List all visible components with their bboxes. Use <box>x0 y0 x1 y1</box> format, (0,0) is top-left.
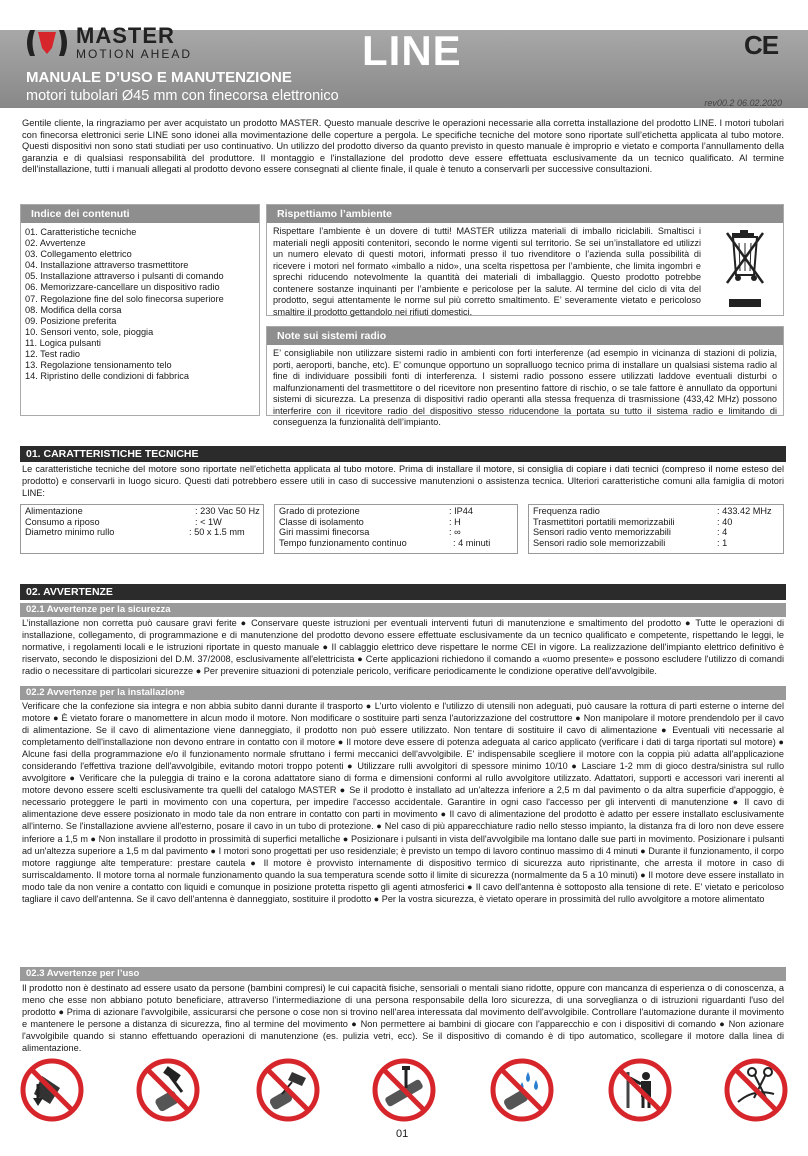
spec-value: : 4 minuti <box>453 537 491 548</box>
spec-label: Consumo a riposo <box>25 516 100 527</box>
toc-item[interactable]: 07. Regolazione fine del solo finecorsa superiore <box>25 293 224 304</box>
spec-label: Trasmettitori portatili memorizzabili <box>533 516 675 527</box>
toc-item[interactable]: 10. Sensori vento, sole, pioggia <box>25 326 154 337</box>
toc-item[interactable]: 04. Installazione attraverso trasmettitore <box>25 260 189 271</box>
toc-item[interactable]: 03. Collegamento elettrico <box>25 249 132 260</box>
weee-bin-icon <box>723 229 767 313</box>
spec-value: : 433.42 MHz <box>717 506 772 516</box>
section-02-2-heading: 02.2 Avvertenze per la installazione <box>20 686 786 700</box>
no-liquids-icon <box>490 1058 554 1122</box>
intro-text: Gentile cliente, la ringraziamo per aver acquistato un prodotto MASTER. Questo manuale descrive le operazioni necessarie alla corretta installazione del prodotto LINE. I motori tubolari con finecorsa elettronici serie LINE sono idonei alla movimentazione delle coperture a pergola. Le specifiche tecniche del motore sono riportate sull’etichetta applicata al tubo motore. Questi dispositivi non sono stati studiati per uso continuativo. Un utilizzo del prodotto diverso da quanto previsto in questo manuale è improprio e vietato e comporta l’annullamento della garanzia e di qualsiasi responsabilità del produttore. Il montaggio e l'installazione del prodotto deve essere effettuata esclusivamente da un tecnico qualificato. Al termine dell'installazione, tutti i manuali allegati al prodotto devono essere consegnati al cliente finale, il quale è tenuto a conservarli per successive consultazioni. <box>22 118 784 175</box>
spec-label: Sensori radio vento memorizzabili <box>533 527 671 538</box>
prohibition-pictograms <box>20 1058 790 1122</box>
spec-row <box>25 527 259 538</box>
spec-row <box>279 538 513 549</box>
toc-item[interactable]: 01. Caratteristiche tecniche <box>25 227 137 237</box>
section-01-text: Le caratteristiche tecniche del motore sono riportate nell'etichetta applicata al tubo motore. Prima di installare il motore, si consiglia di copiare i dati tecnici (compreso il nome esteso del prodotto) e conservarli in luogo sicuro. Questi dati potrebbero essere utili in caso di successive manutenzioni o assistenza tecnica. Ulteriori caratteristiche comuni alla famiglia di motori LINE: <box>22 464 784 498</box>
spec-value: : H <box>449 516 461 527</box>
spec-row <box>25 506 259 517</box>
spec-value: : < 1W <box>195 516 222 527</box>
no-screwing-icon <box>372 1058 436 1122</box>
section-02-3-text: Il prodotto non è destinato ad essere usato da persone (bambini compresi) le cui capacità fisiche, sensoriali o mentali siano ridotte, oppure con mancanza di esperienza o di conoscenza, a meno che esse non abbiano potuto beneficiare, attraverso l’intermediazione di una persona responsabile della loro sicurezza, di una sorveglianza o di istruzioni riguardanti l'uso del prodotto ● Prima di azionare l'avvolgibile, assicurarsi che persone o cose non si trovino nell'area interessata dal movimento dell'avvolgibile. Controllare l'automazione durante il movimento e mantenere le persone a distanza di sicurezza, fino al termine del movimento ● Non permettere ai bambini di giocare con l'apparecchio e con i dispositivi di comando ● Non azionare l'avvolgibile quando si stanno effettuando operazioni di manutenzione (es. pulizia vetri, ecc). Se il dispositivo di comando è di tipo automatico, scollegare il motore dalla linea di alimentazione. <box>22 983 784 1054</box>
no-hanging-icon <box>608 1058 672 1122</box>
environment-box <box>266 204 784 316</box>
spec-label: Giri massimi finecorsa <box>279 527 370 538</box>
toc-item[interactable]: 09. Posizione preferita <box>25 315 117 326</box>
spec-row <box>279 517 513 528</box>
section-01-heading: 01. CARATTERISTICHE TECNICHE <box>20 446 786 462</box>
spec-row <box>279 506 513 517</box>
master-logo-icon <box>24 28 70 58</box>
toc-item[interactable]: 05. Installazione attraverso i pulsanti di comando <box>25 271 224 282</box>
spec-row <box>25 517 259 528</box>
radio-notes-box <box>266 326 784 427</box>
revision: rev00.2 06.02.2020 <box>704 98 782 108</box>
brand-name: MASTER <box>76 23 175 48</box>
spec-row <box>533 538 779 549</box>
spec-label: Sensori radio sole memorizzabili <box>533 537 666 548</box>
header <box>0 0 808 108</box>
spec-value: : 40 <box>717 516 733 527</box>
spec-value: : IP44 <box>449 506 474 516</box>
environment-heading: Rispettiamo l’ambiente <box>267 205 783 223</box>
logo <box>24 25 192 60</box>
table-of-contents <box>20 204 260 416</box>
section-02-1-heading: 02.1 Avvertenze per la sicurezza <box>20 603 786 617</box>
toc-item[interactable]: 06. Memorizzare-cancellare un dispositivo radio <box>25 282 220 293</box>
product-title: LINE <box>362 27 462 74</box>
spec-label: Diametro minimo rullo <box>25 527 115 538</box>
spec-box-radio <box>528 504 784 554</box>
manual-subtitle: motori tubolari Ø45 mm con finecorsa elettronico <box>26 88 339 104</box>
spec-value: : ∞ <box>449 527 461 538</box>
no-drilling-icon <box>256 1058 320 1122</box>
brand-tagline: MOTION AHEAD <box>76 47 193 61</box>
spec-label: Tempo funzionamento continuo <box>279 537 407 548</box>
manual-title: MANUALE D’USO E MANUTENZIONE <box>26 69 292 86</box>
spec-value: : 4 <box>717 527 728 538</box>
spec-label: Grado di protezione <box>279 506 360 516</box>
no-cutting-cable-icon <box>724 1058 788 1122</box>
spec-value: : 50 x 1.5 mm <box>189 527 245 538</box>
spec-label: Frequenza radio <box>533 506 600 516</box>
no-hammering-icon <box>136 1058 200 1122</box>
spec-label: Classe di isolamento <box>279 516 364 527</box>
toc-item[interactable]: 08. Modifica della corsa <box>25 304 122 315</box>
spec-box-protection <box>274 504 518 554</box>
spec-box-power <box>20 504 264 554</box>
toc-item[interactable]: 12. Test radio <box>25 349 80 360</box>
spec-row <box>279 527 513 538</box>
spec-row <box>533 527 779 538</box>
section-02-heading: 02. AVVERTENZE <box>20 584 786 600</box>
toc-heading: Indice dei contenuti <box>21 205 259 223</box>
ce-mark: CE <box>744 30 779 60</box>
section-02-2-text: Verificare che la confezione sia integra e non abbia subito danni durante il trasporto ● L'urto violento e l'utilizzo di utensili non adeguati, può causare la rottura di parti esterne o interne del motore ● È vietato forare o manomettere in alcun modo il motore. Non modificare o sostituire parti senza l'autorizzazione del costruttore ● Non manipolare il motore prendendolo per il cavo di alimentazione. Se il cavo di alimentazione viene danneggiato, il prodotto non può essere utilizzato. Non tentare di sostituire il cavo di alimentazione ● Eventuali viti necessarie al completamento dell'installazione non devono entrare in contatto con il motore ● Il motore deve essere di potenza adeguata al carico applicato (verificare i dati di targa riportati sul motore) ● Alcune fasi della programmazione e/o il funzionamento normale sfruttano i fermi meccanici dell'avvolgibile. E' indispensabile scegliere il motore con la coppia più adatta all'applicazione considerando l'effettiva trazione dell'avvolgibile, evitando motori troppo potenti ● Utilizzare rulli avvolgitori di spessore minimo 10/10 ● Lasciare 1-2 mm di gioco destra/sinistra sul rullo avvolgitore ● Verificare che la puleggia di traino e la corona adattatore siano di forma e dimensioni conformi al rullo avvolgitore utilizzato. Adattatori, supporti e accessori vari inerenti al motore devono essere scelti esclusivamente tra quelli del catalogo MASTER ● Se il prodotto è installato ad un'altezza inferiore a 2,5 m dal pavimento o da altra superficie d'appoggio, è necessario proteggere le parti in movimento con una copertura, per impedire l'accesso accidentale. Garantire in ogni caso l'accesso per gli interventi di manutenzione ● Il cavo di alimentazione deve essere posizionato in modo tale da non entrare in contatto con parti in movimento ● Il cavo di alimentazione del prodotto è adatto per essere installato esclusivamente all'interno. Se l'installazione avviene all'esterno, posare il cavo in un tubo di protezione. ● Nel caso di più apparecchiature radio nello stesso impianto, la distanza fra di loro non deve essere inferiore a 1,5 m ● Non installare il prodotto in prossimità di superfici metalliche ● Posizionare i pulsanti in vista dell'avvolgibile ma lontano dalle sue parti in movimento. Posizionare i pulsanti ad un'altezza superiore a 1,5 m dal pavimento ● I motori sono progettati per uso residenziale; è previsto un tempo di lavoro continuo massimo di 4 minuti ● Durante il funzionamento, il corpo motore raggiunge alte temperature: prestare cautela ● Il motore è provvisto internamente di dispositivo termico di sicurezza auto ripristinante, che arresta il motore in caso di surriscaldamento. Il motore torna al normale funzionamento quando la sua temperatura scende sotto il limite di sicurezza (normalmente da 5 a 10 minuti) ● Il motore deve essere installato in modo tale da non venire a contatto con liquidi e comunque in posizione protetta rispetto gli agenti atmosferici ● Il cavo dell'antenna è sottoposto alla tensione di rete. E' vietato e pericoloso tagliare il cavo dell'antenna. Se il cavo dell'antenna è danneggiato, sostituire il prodotto ● Per la vostra sicurezza, è vietato operare in prossimità del rullo avvolgitore a motore alimentato <box>22 701 784 904</box>
toc-item[interactable]: 11. Logica pulsanti <box>25 337 101 348</box>
page-number: 01 <box>396 1128 409 1140</box>
spec-row <box>533 517 779 528</box>
toc-item[interactable]: 02. Avvertenze <box>25 238 86 249</box>
environment-text: Rispettare l’ambiente è un dovere di tutti! MASTER utilizza materiali di imballo riciclabili. Smaltisci i materiali negli appositi contenitori, secondo le norme vigenti sul territorio. Se sei un’installatore ed utilizzi un numero elevato di questi motori, informati presso il tuo rivenditore o l’azienda sulla possibilità di ricevere i motori nel formato «imballo a nido», una scelta rispettosa per l’ambiente, che limita ingombri e sprechi riducendo notevolmente la quantità dei materiali di imballaggio. Questo prodotto potrebbe contenere sostanze inquinanti per l’ambiente e pericolose per la salute. Al termine del ciclo di vita del prodotto, segui attentamente le norme sul più corretto smaltimento. E’ severamente vietato e pericoloso smaltire il prodotto gettandolo nei rifiuti domestici. <box>273 226 701 317</box>
toc-item[interactable]: 14. Ripristino delle condizioni di fabbrica <box>25 371 189 382</box>
section-02-1-text: L’installazione non corretta può causare gravi ferite ● Conservare queste istruzioni per eventuali interventi futuri di manutenzione e smaltimento del prodotto ● Tutte le operazioni di installazione, collegamento, di programmazione e di manutenzione del prodotto devono essere effettuate esclusivamente da un tecnico qualificato e competente, rispettando le leggi, le normative, i regolamenti locali e le istruzioni riportate in questo manuale ● Il cablaggio elettrico deve rispettare le norme CEI in vigore. La realizzazione dell'impianto elettrico definitivo è riservato, secondo le disposizioni del D.M. 37/2008, esclusivamente all'elettricista ● Certe applicazioni richiedono il comando a «uomo presente» e possono escludere l'utilizzo di comandi radio o necessitare di particolari sicurezze ● Per prevenire situazioni di potenziale pericolo, verificare periodicamente le condizione operative dell'avvolgibile. <box>22 618 784 677</box>
spec-value: : 1 <box>717 537 728 548</box>
no-dropping-icon <box>20 1058 84 1122</box>
radio-notes-text: E’ consigliabile non utilizzare sistemi radio in ambienti con forti interferenze (ad esempio in vicinanza di stazioni di polizia, porti, aeroporti, banche, etc). E’ comunque opportuno un sopralluogo tecnico prima di installare un qualsiasi sistema radio al fine di individuare possibili fonti di interferenza. I sistemi radio possono essere utilizzati laddove eventuali disturbi o malfunzionamenti del trasmettitore o del ricevitore non presentino fattore di rischio, o se tale fattore è annullato da opportuni sistemi di sicurezza. La presenza di dispositivi radio operanti alla stessa frequenza di trasmissione (433,42 MHz) possono interferire con il ricevitore radio del dispositivo stesso riducendone la portata su tutto il sistema radio e limitando di conseguenza la funzionalità dell’impianto. <box>273 348 777 427</box>
toc-list <box>21 223 259 386</box>
spec-value: : 230 Vac 50 Hz <box>195 506 260 516</box>
section-02-3-heading: 02.3 Avvertenze per l’uso <box>20 967 786 981</box>
radio-notes-heading: Note sui sistemi radio <box>267 327 783 345</box>
spec-row <box>533 506 779 517</box>
spec-label: Alimentazione <box>25 506 83 516</box>
toc-item[interactable]: 13. Regolazione tensionamento telo <box>25 360 172 371</box>
